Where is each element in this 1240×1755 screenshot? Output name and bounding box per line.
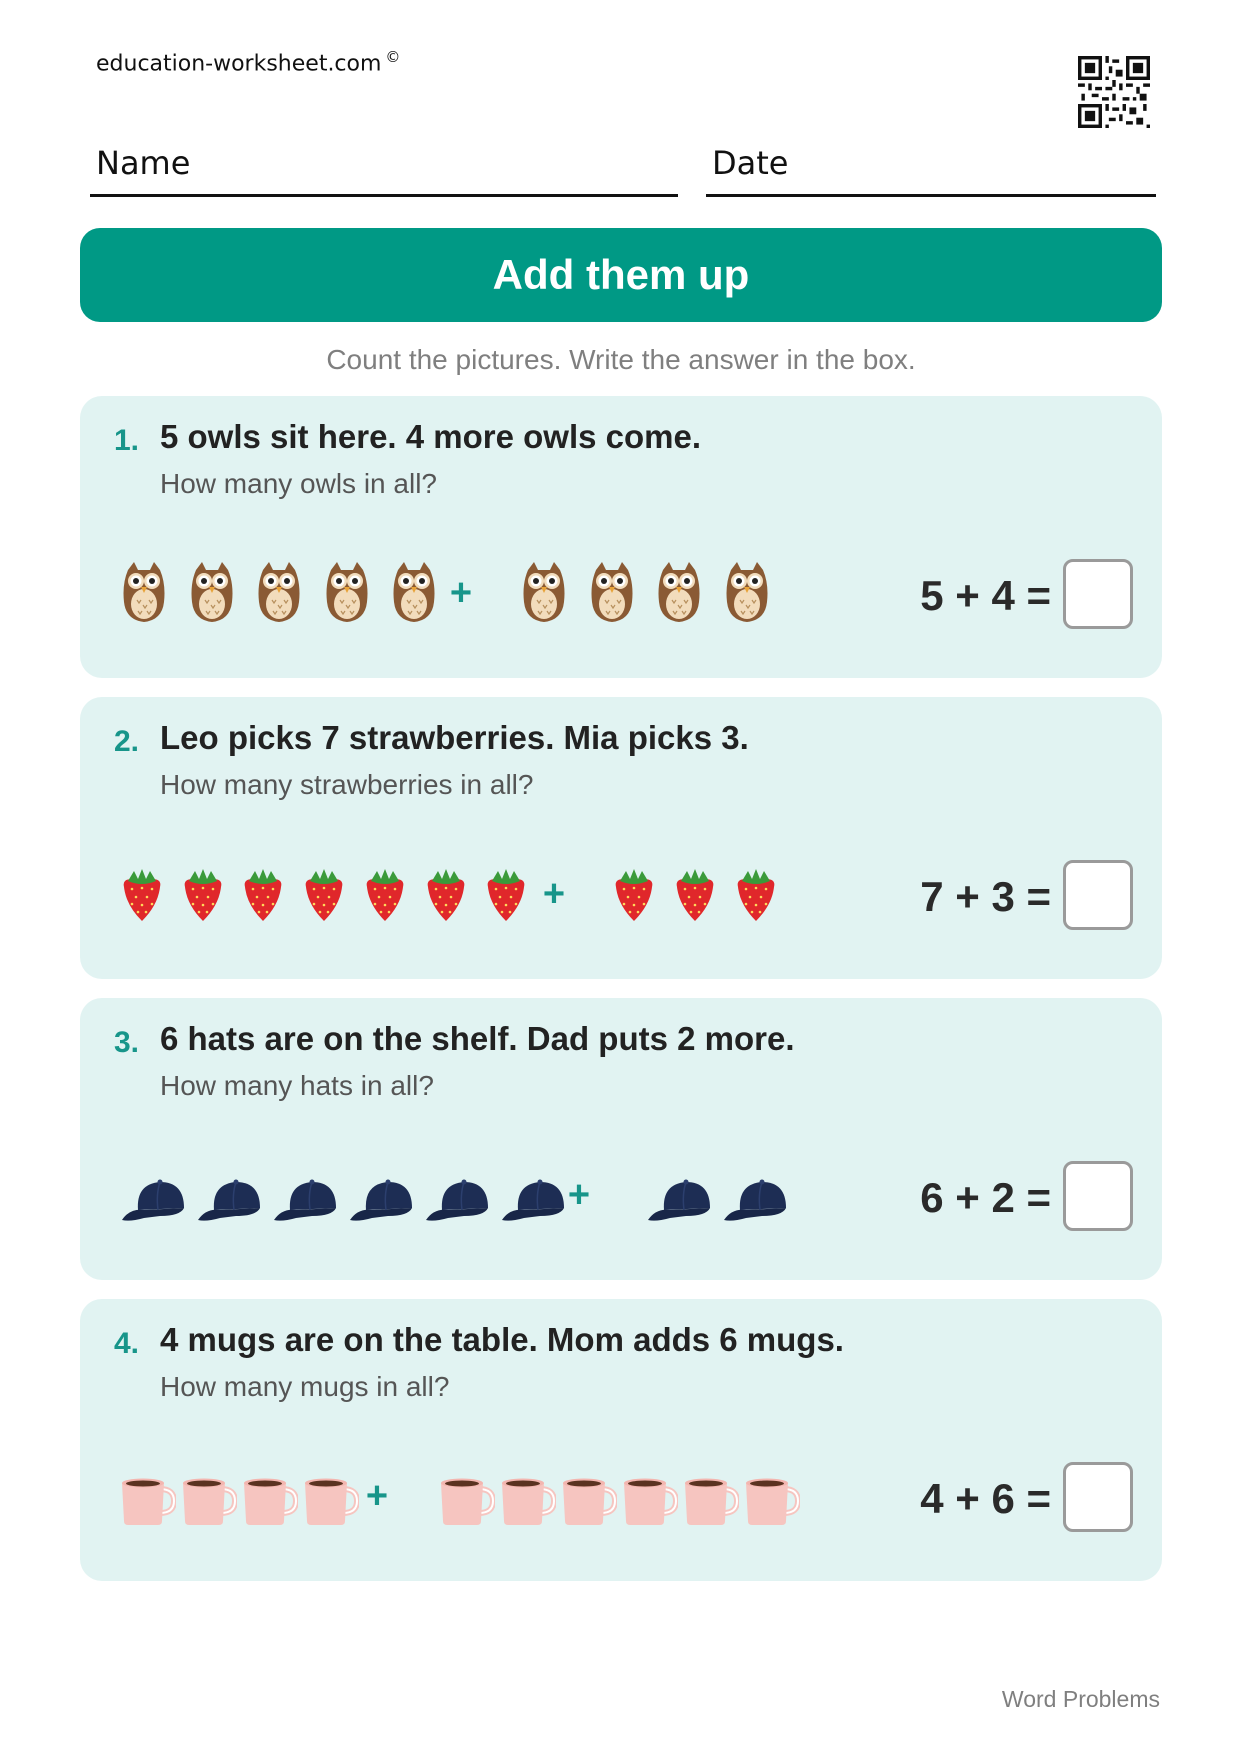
strawberry-icon — [181, 853, 225, 933]
answer-box[interactable] — [1063, 1462, 1133, 1532]
picture-row — [120, 1154, 880, 1234]
answer-box[interactable] — [1063, 860, 1133, 930]
problem-number: 3. — [114, 1026, 140, 1059]
mug-icon — [303, 1455, 359, 1535]
cap-icon — [424, 1154, 492, 1234]
cap-icon — [348, 1154, 416, 1234]
equation: 6 + 2 = — [920, 1174, 1051, 1221]
site-name-text: education-worksheet.com — [96, 51, 382, 77]
mug-icon — [242, 1455, 298, 1535]
problem-card-4 — [80, 1299, 1162, 1581]
qr-code-icon — [1078, 56, 1150, 128]
picture-row — [120, 1455, 880, 1535]
problem-number: 4. — [114, 1327, 140, 1360]
owl-icon — [323, 552, 371, 632]
date-field[interactable] — [706, 140, 1156, 197]
mug-icon — [181, 1455, 237, 1535]
strawberry-icon — [120, 853, 164, 933]
mug-icon — [683, 1455, 739, 1535]
date-label: Date — [712, 144, 789, 182]
problem-card-3 — [80, 998, 1162, 1280]
strawberry-icon — [612, 853, 656, 933]
answer-box[interactable] — [1063, 559, 1133, 629]
problem-question: 4 mugs are on the table. Mom adds 6 mugs. — [160, 1321, 844, 1358]
problem-subquestion: How many hats in all? — [160, 1070, 434, 1101]
problem-question: 5 owls sit here. 4 more owls come. — [160, 418, 702, 455]
owl-icon — [120, 552, 168, 632]
problem-question: Leo picks 7 strawberries. Mia picks 3. — [160, 719, 749, 756]
strawberry-icon — [424, 853, 468, 933]
problem-number: 1. — [114, 424, 140, 457]
cap-icon — [196, 1154, 264, 1234]
strawberry-icon — [673, 853, 717, 933]
owl-icon — [723, 552, 771, 632]
plus-sign: + — [542, 873, 566, 915]
equation: 7 + 3 = — [920, 873, 1051, 920]
owl-icon — [520, 552, 568, 632]
equation: 5 + 4 = — [920, 572, 1051, 619]
copyright-mark: © — [385, 48, 401, 66]
mug-icon — [439, 1455, 495, 1535]
site-name — [96, 48, 400, 76]
name-label: Name — [96, 144, 191, 182]
strawberry-icon — [241, 853, 285, 933]
strawberry-icon — [363, 853, 407, 933]
problem-subquestion: How many mugs in all? — [160, 1371, 450, 1402]
problem-subquestion: How many strawberries in all? — [160, 769, 534, 800]
strawberry-icon — [302, 853, 346, 933]
answer-box[interactable] — [1063, 1161, 1133, 1231]
cap-icon — [500, 1154, 568, 1234]
cap-icon — [646, 1154, 714, 1234]
owl-icon — [188, 552, 236, 632]
problem-number: 2. — [114, 725, 140, 758]
problem-card-2 — [80, 697, 1162, 979]
strawberry-icon — [734, 853, 778, 933]
name-field[interactable] — [90, 140, 678, 197]
plus-sign: + — [449, 572, 473, 614]
owl-icon — [255, 552, 303, 632]
cap-icon — [120, 1154, 188, 1234]
problem-subquestion: How many owls in all? — [160, 468, 437, 499]
worksheet-title: Add them up — [80, 228, 1162, 322]
picture-row — [120, 552, 880, 632]
owl-icon — [390, 552, 438, 632]
mug-icon — [120, 1455, 176, 1535]
problem-card-1 — [80, 396, 1162, 678]
mug-icon — [622, 1455, 678, 1535]
plus-sign: + — [365, 1475, 389, 1517]
mug-icon — [500, 1455, 556, 1535]
strawberry-icon — [484, 853, 528, 933]
equation: 4 + 6 = — [920, 1475, 1051, 1522]
problem-question: 6 hats are on the shelf. Dad puts 2 more. — [160, 1020, 795, 1057]
footer-label: Word Problems — [1001, 1686, 1160, 1712]
mug-icon — [744, 1455, 800, 1535]
owl-icon — [588, 552, 636, 632]
plus-sign: + — [567, 1174, 591, 1216]
instructions: Count the pictures. Write the answer in the box. — [326, 344, 916, 375]
mug-icon — [561, 1455, 617, 1535]
owl-icon — [655, 552, 703, 632]
picture-row — [120, 853, 880, 933]
cap-icon — [722, 1154, 790, 1234]
cap-icon — [272, 1154, 340, 1234]
